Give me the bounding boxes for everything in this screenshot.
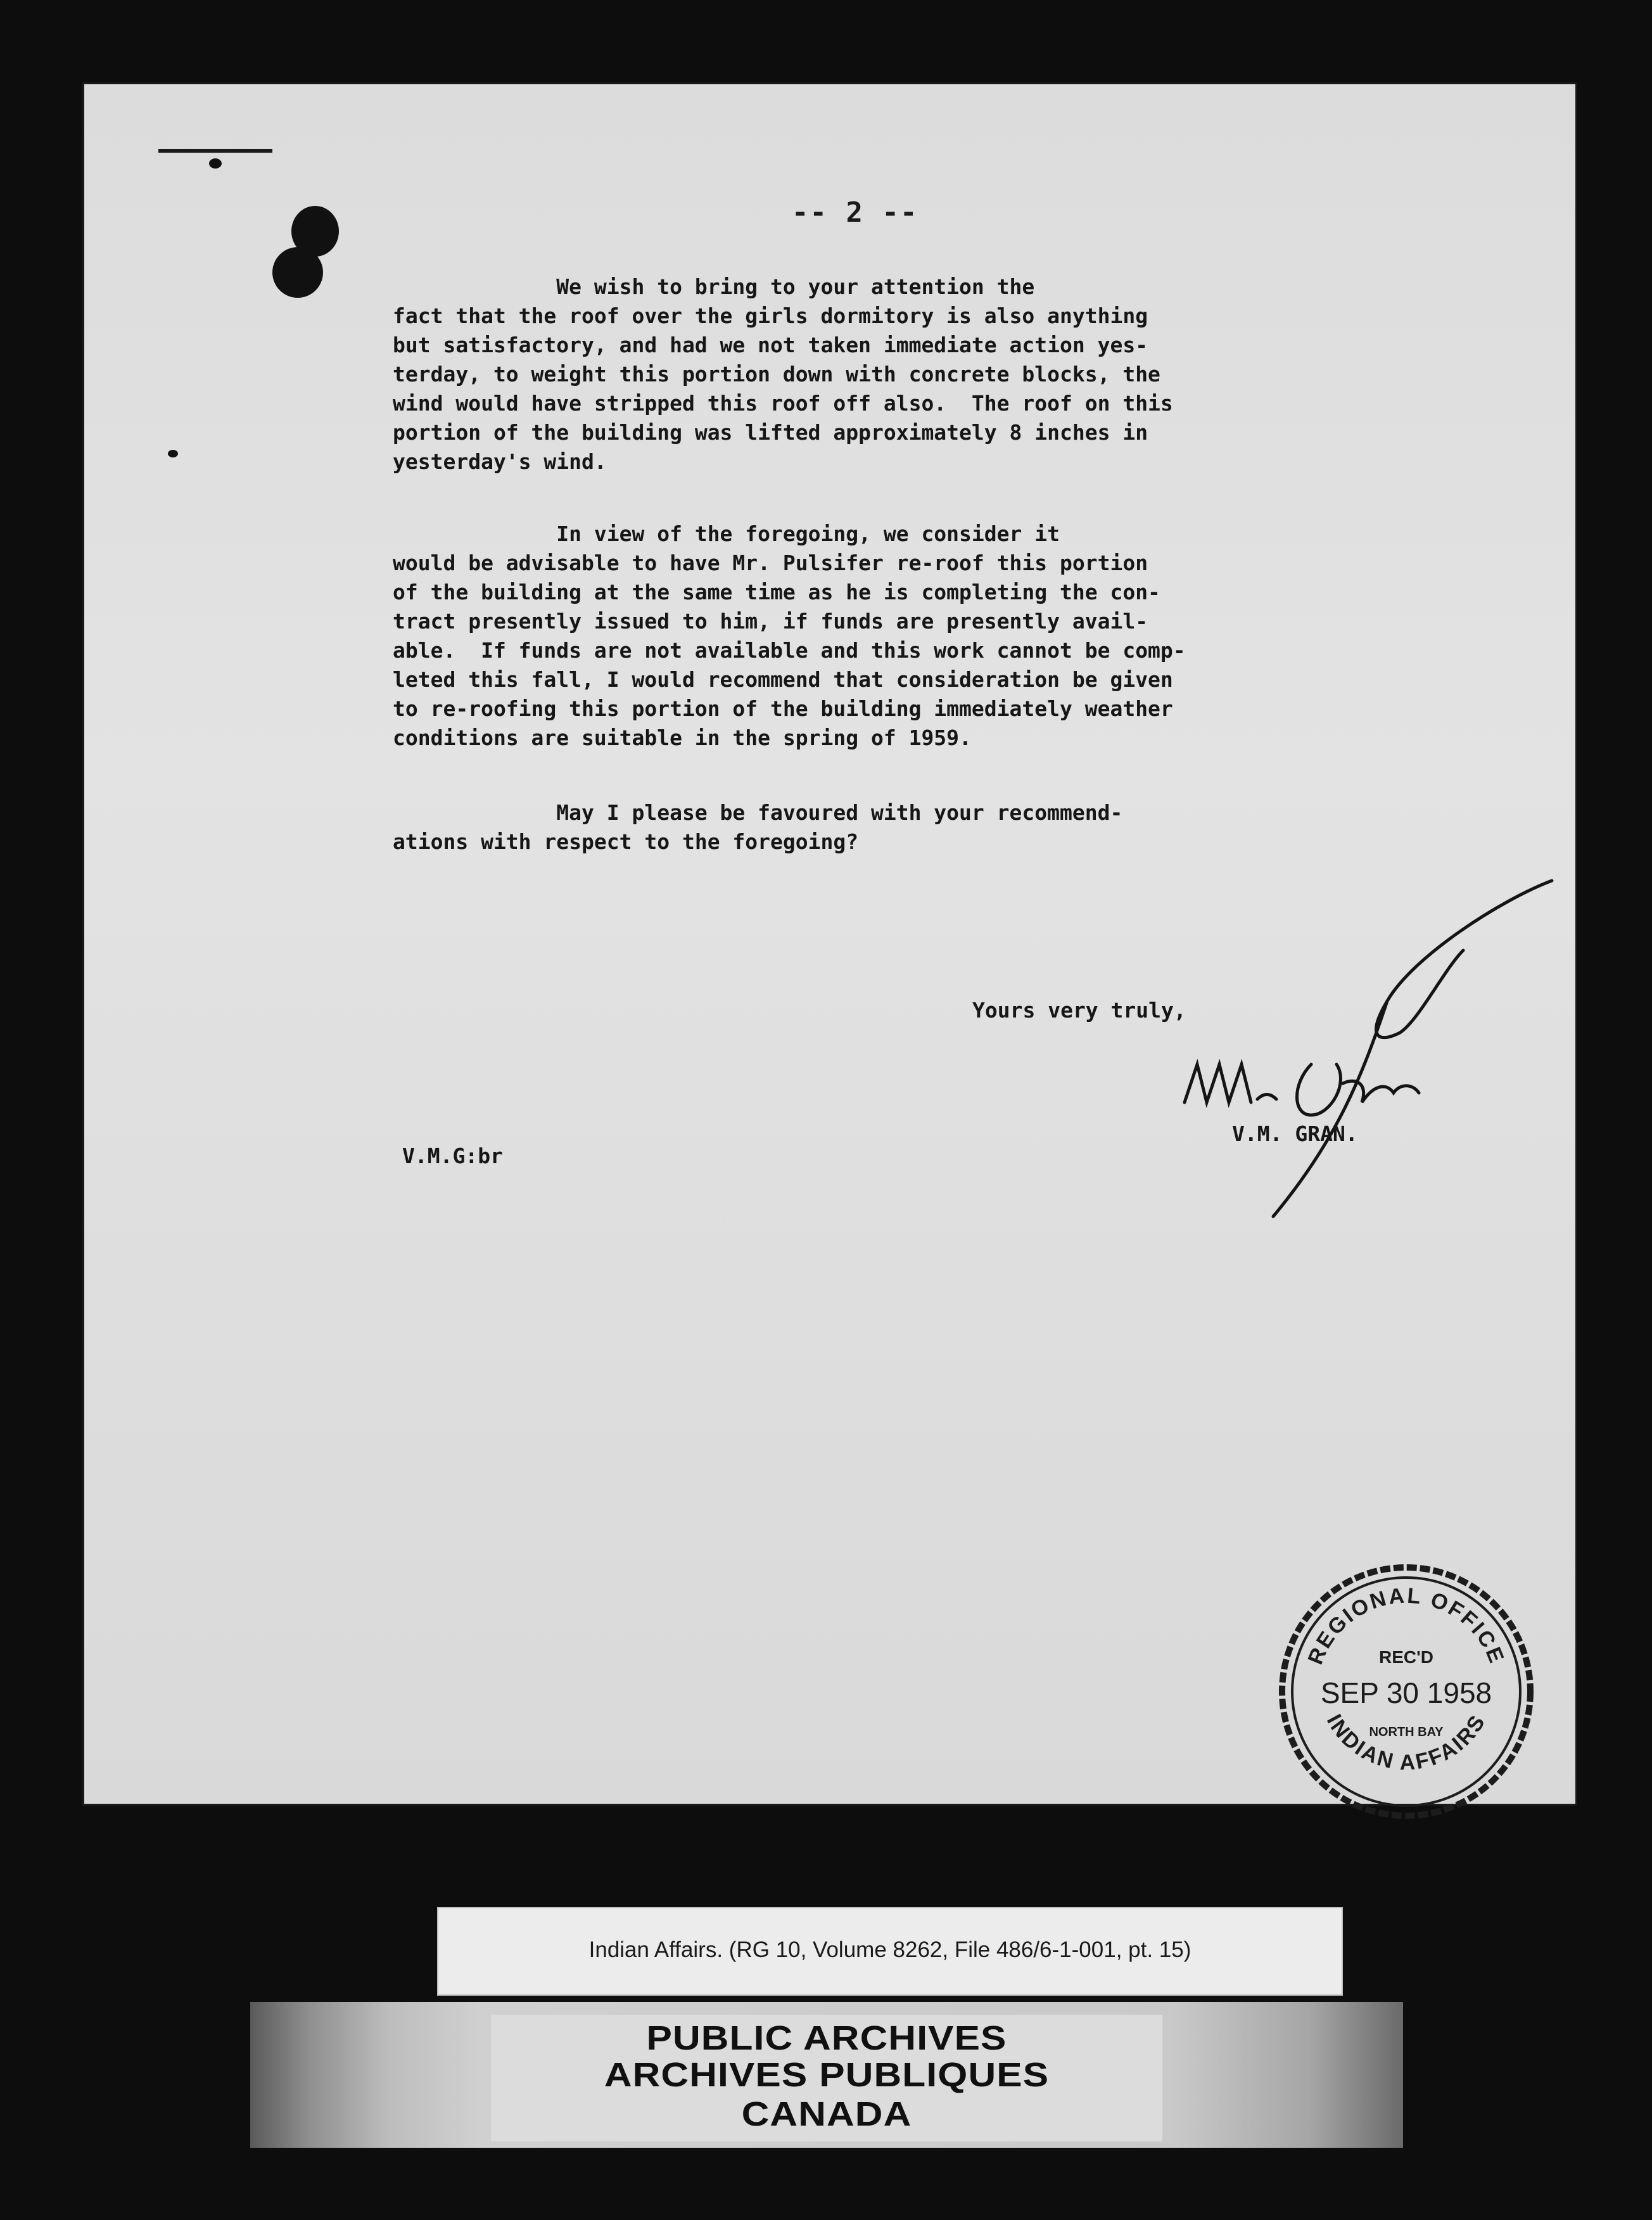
text-line: portion of the building was lifted approximately 8 inches in — [393, 420, 1148, 445]
archive-band — [250, 2002, 1403, 2148]
archive-line-english: PUBLIC ARCHIVES — [646, 2019, 1007, 2057]
text-line: fact that the roof over the girls dormitory is also anything — [393, 303, 1148, 328]
text-line: tract presently issued to him, if funds are presently avail- — [393, 609, 1148, 634]
archive-line-french: ARCHIVES PUBLIQUES — [604, 2056, 1050, 2094]
stamp-date: SEP 30 1958 — [1320, 1676, 1492, 1709]
ink-blot — [272, 247, 323, 298]
paragraph-roof — [393, 272, 1470, 476]
stamp-recd: REC'D — [1379, 1647, 1433, 1667]
reference-initials: V.M.G:br — [402, 1144, 503, 1168]
page-number: -- 2 -- — [792, 196, 918, 229]
ink-blot — [168, 450, 178, 457]
ink-blot — [209, 158, 222, 169]
text-line: able. If funds are not available and this work cannot be comp- — [393, 638, 1186, 663]
text-line: but satisfactory, and had we not taken immediate action yes- — [393, 333, 1148, 357]
paragraph-recommendation — [393, 520, 1470, 753]
archive-line-country: CANADA — [741, 2095, 912, 2133]
text-line: to re-roofing this portion of the building immediately weather — [393, 696, 1173, 721]
citation-text: Indian Affairs. (RG 10, Volume 8262, File 486/6-1-001, pt. 15) — [588, 1937, 1191, 1962]
text-line: wind would have stripped this roof off also. The roof on this — [393, 391, 1173, 416]
citation-label — [437, 1907, 1343, 1996]
text-line: of the building at the same time as he is completing the con- — [393, 580, 1160, 604]
text-line: We wish to bring to your attention the — [393, 274, 1035, 299]
text-line: terday, to weight this portion down with concrete blocks, the — [393, 362, 1160, 386]
text-line: In view of the foregoing, we consider it — [393, 521, 1060, 546]
received-stamp — [1273, 1559, 1539, 1825]
text-line: May I please be favoured with your recommend- — [393, 800, 1123, 825]
archive-label — [491, 2015, 1162, 2141]
closing: Yours very truly, — [972, 998, 1186, 1023]
letter-page — [82, 82, 1577, 1806]
text-line: leted this fall, I would recommend that consideration be given — [393, 667, 1173, 692]
stamp-place: NORTH BAY — [1369, 1725, 1444, 1739]
text-line: ations with respect to the foregoing? — [393, 829, 859, 854]
stamp-bottom-arc: INDIAN AFFAIRS — [1321, 1709, 1491, 1775]
text-line: would be advisable to have Mr. Pulsifer re-roof this portion — [393, 551, 1148, 575]
text-line: yesterday's wind. — [393, 449, 607, 474]
stamp-top-arc: REGIONAL OFFICE — [1303, 1583, 1509, 1668]
text-line: conditions are suitable in the spring of 1959. — [393, 725, 972, 750]
paragraph-request — [393, 798, 1470, 857]
signature — [1147, 874, 1577, 1229]
signer-name: V.M. GRAN. — [1232, 1121, 1358, 1146]
scan-line — [158, 149, 272, 153]
